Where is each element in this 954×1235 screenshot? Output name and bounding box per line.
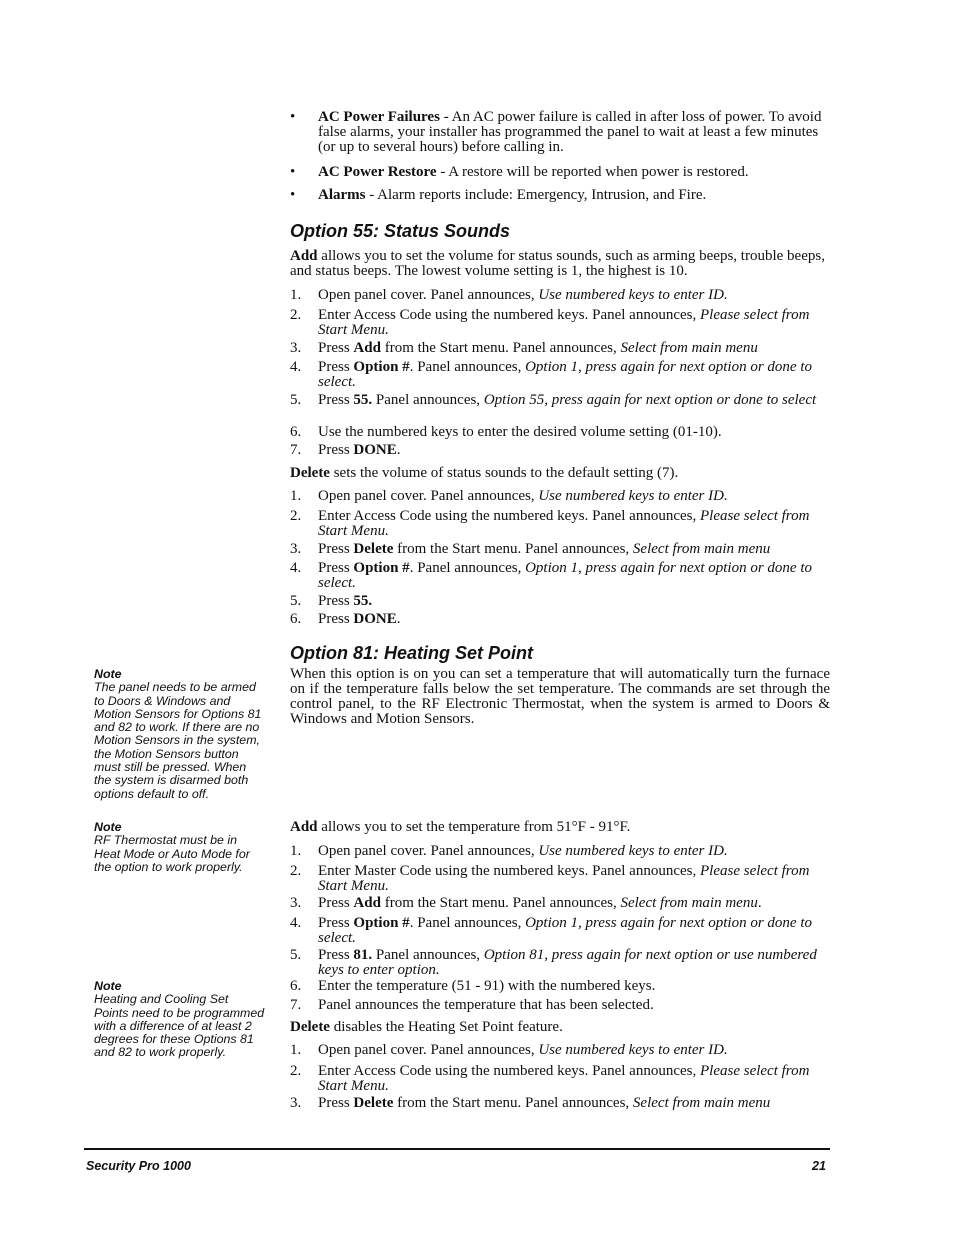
step-text: Use the numbered keys to enter the desired volume setting (01-10).: [318, 424, 722, 440]
paragraph-text: sets the volume of status sounds to the default setting (7).: [329, 465, 679, 481]
step-number: 1.: [290, 488, 302, 504]
paragraph: When this option is on you can set a temperature that will automatically turn the furnace on if the temperature falls below the set temperature. The commands are set through the control panel, to the RF Electronic Thermostat, when the system is armed to Doors & Windows and Motion Sensors.: [290, 666, 830, 727]
step-text: Enter the temperature (51 - 91) with the numbered keys.: [318, 978, 656, 994]
step-text: Enter Access Code using the numbered keys. Panel announces, Please select from Start Menu.: [318, 1063, 810, 1094]
term: Add: [290, 819, 318, 835]
note-text: The panel needs to be armed to Doors & Windows and Motion Sensors for Options 81 and 82 to work. If there are no Motion Sensors in the system, the Motion Sensors button must still be pressed. When the system is disarmed both options default to off.: [94, 680, 262, 801]
step-number: 2.: [290, 508, 302, 524]
bullet-text: - Alarm reports include: Emergency, Intrusion, and Fire.: [365, 187, 707, 203]
step-number: 6.: [290, 611, 302, 627]
step-text: Open panel cover. Panel announces, Use numbered keys to enter ID.: [318, 287, 728, 303]
step-text: Press Add from the Start menu. Panel announces, Select from main menu: [318, 340, 758, 356]
step-text: Press DONE.: [318, 611, 401, 627]
bullet-term: AC Power Restore: [318, 164, 437, 180]
footer-title: Security Pro 1000: [86, 1159, 191, 1173]
note-label: Note: [94, 667, 122, 681]
paragraph-text: allows you to set the temperature from 51°F - 91°F.: [317, 819, 631, 835]
step-number: 5.: [290, 593, 302, 609]
term: Delete: [290, 465, 330, 481]
side-note: [94, 821, 266, 874]
note-label: Note: [94, 979, 122, 993]
step-text: Panel announces the temperature that has been selected.: [318, 997, 654, 1013]
step-number: 2.: [290, 863, 302, 879]
step-number: 5.: [290, 392, 302, 408]
section-heading: Option 55: Status Sounds: [290, 221, 511, 241]
step-number: 5.: [290, 947, 302, 963]
step-number: 3.: [290, 541, 302, 557]
step-number: 3.: [290, 1095, 302, 1111]
step-text: Press 55.: [318, 593, 373, 609]
step-number: 1.: [290, 287, 302, 303]
bullet-mark: •: [290, 109, 296, 125]
note-text: Heating and Cooling Set Points need to be programmed with a difference of at least 2 degrees for these Options 81 and 82 to work properly.: [94, 992, 265, 1060]
bullet-mark: •: [290, 187, 296, 203]
side-note: [94, 980, 266, 1060]
note-label: Note: [94, 820, 122, 834]
paragraph: [290, 820, 830, 835]
step-number: 2.: [290, 1063, 302, 1079]
step-text: Press DONE.: [318, 442, 401, 458]
step-number: 4.: [290, 359, 302, 375]
step-text: Open panel cover. Panel announces, Use numbered keys to enter ID.: [318, 488, 728, 504]
step-number: 6.: [290, 978, 302, 994]
section-heading: Option 81: Heating Set Point: [290, 643, 534, 663]
step-number: 1.: [290, 1042, 302, 1058]
step-text: Press Option #. Panel announces, Option 1, press again for next option or done to select.: [318, 359, 813, 390]
step-number: 6.: [290, 424, 302, 440]
step-text: Open panel cover. Panel announces, Use numbered keys to enter ID.: [318, 1042, 728, 1058]
step-text: Press 81. Panel announces, Option 81, press again for next option or use numbered keys to enter option.: [318, 947, 817, 978]
step-number: 3.: [290, 895, 302, 911]
paragraph-text: disables the Heating Set Point feature.: [329, 1019, 563, 1035]
step-text: Press Add from the Start menu. Panel announces, Select from main menu.: [318, 895, 762, 911]
paragraph: [290, 466, 830, 481]
bullet-mark: •: [290, 164, 296, 180]
bullet-item: [318, 188, 830, 203]
footer-rule: [84, 1148, 830, 1150]
side-note: [94, 668, 266, 801]
step-text: Press 55. Panel announces, Option 55, press again for next option or done to select: [318, 392, 817, 408]
paragraph: [290, 1020, 830, 1035]
step-number: 3.: [290, 340, 302, 356]
step-number: 7.: [290, 442, 302, 458]
paragraph: [290, 249, 830, 279]
step-number: 1.: [290, 843, 302, 859]
step-number: 4.: [290, 915, 302, 931]
step-number: 2.: [290, 307, 302, 323]
step-number: 4.: [290, 560, 302, 576]
bullet-item: [318, 165, 830, 180]
note-text: RF Thermostat must be in Heat Mode or Auto Mode for the option to work properly.: [94, 833, 250, 874]
bullet-term: AC Power Failures: [318, 109, 440, 125]
bullet-text: - A restore will be reported when power is restored.: [436, 164, 749, 180]
term: Add: [290, 248, 318, 264]
term: Delete: [290, 1019, 330, 1035]
bullet-item: [318, 110, 830, 155]
step-text: Press Delete from the Start menu. Panel announces, Select from main menu: [318, 1095, 771, 1111]
step-number: 7.: [290, 997, 302, 1013]
step-text: Enter Master Code using the numbered keys. Panel announces, Please select from Start Menu.: [318, 863, 810, 894]
bullet-text: - An AC power failure is called in after loss of power. To avoid false alarms, your installer has programmed the panel to wait at least a few minutes (or up to several hours) before calling in.: [318, 109, 822, 155]
step-text: Open panel cover. Panel announces, Use numbered keys to enter ID.: [318, 843, 728, 859]
step-text: Press Option #. Panel announces, Option 1, press again for next option or done to select.: [318, 560, 813, 591]
step-text: Enter Access Code using the numbered keys. Panel announces, Please select from Start Menu.: [318, 508, 810, 539]
page-number: 21: [812, 1159, 826, 1173]
paragraph-text: allows you to set the volume for status sounds, such as arming beeps, trouble beeps, and status beeps. The lowest volume setting is 1, the highest is 10.: [290, 248, 825, 279]
step-text: Enter Access Code using the numbered keys. Panel announces, Please select from Start Menu.: [318, 307, 810, 338]
step-text: Press Option #. Panel announces, Option 1, press again for next option or done to select.: [318, 915, 813, 946]
bullet-term: Alarms: [318, 187, 366, 203]
step-text: Press Delete from the Start menu. Panel announces, Select from main menu: [318, 541, 771, 557]
